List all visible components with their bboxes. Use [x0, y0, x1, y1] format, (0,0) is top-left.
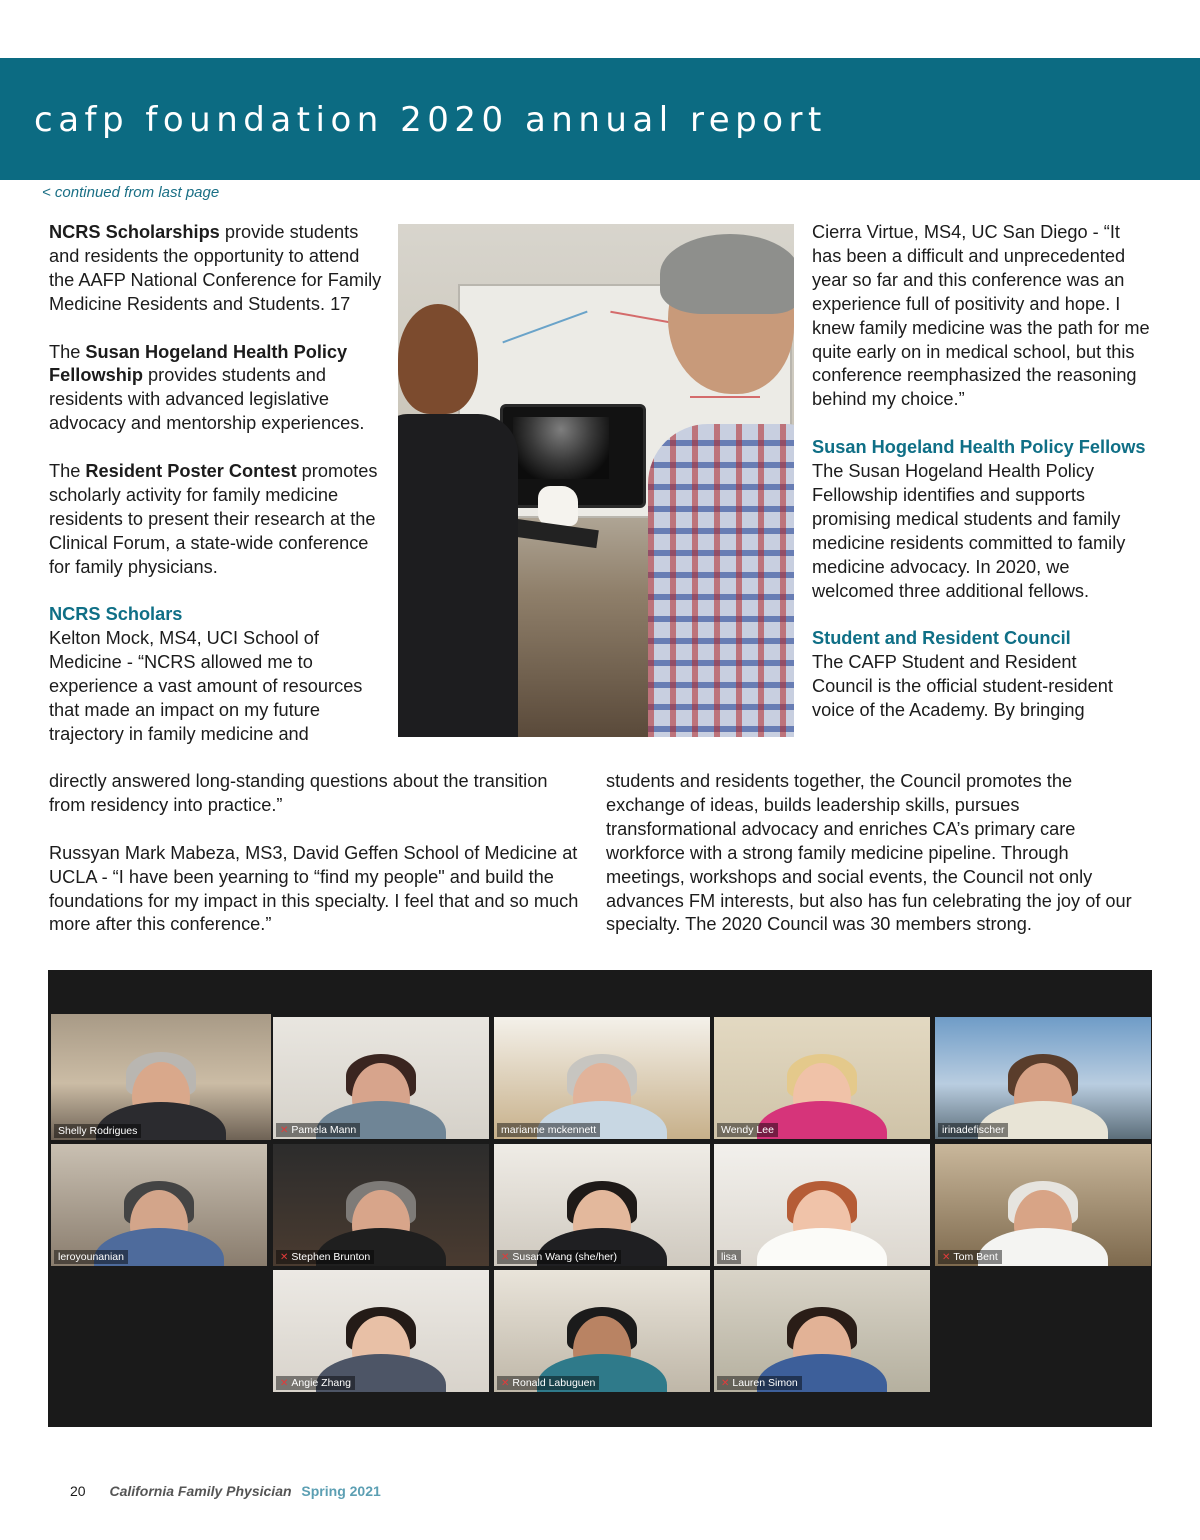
right-column: [812, 221, 1152, 723]
tissue: [538, 486, 578, 526]
participant-name: leroyounanian: [58, 1251, 124, 1263]
quote-kelton-line: that made an impact on my future: [49, 700, 320, 721]
page-number: 20: [70, 1483, 86, 1499]
quote-kelton-line: Kelton Mock, MS4, UCI School of: [49, 628, 319, 649]
issue-label: Spring 2021: [301, 1483, 381, 1499]
participant-name: Stephen Brunton: [291, 1251, 371, 1263]
participant-name: Shelly Rodrigues: [58, 1125, 138, 1137]
zoom-meeting-screenshot: [48, 970, 1152, 1427]
woman-hair: [398, 304, 478, 414]
zoom-tile: [273, 1144, 489, 1266]
quote-kelton-line: experience a vast amount of resources: [49, 676, 363, 697]
ultrasound-training-photo: [398, 224, 794, 737]
quote-russyan: Russyan Mark Mabeza, MS3, David Geffen School of Medicine at UCLA - “I have been yearning to “find my people" and build the foundations for my impact in this specialty. I feel that and so much more after this conference.”: [49, 842, 579, 935]
plaid-shirt: [648, 424, 794, 737]
quote-kelton-line: trajectory in family medicine and: [49, 723, 309, 744]
paragraph-ncrs-scholarships: NCRS Scholarships provide students and residents the opportunity to attend the AAFP National Conference for Family Medicine Residents and Students. 17: [49, 222, 382, 314]
council-line: voice of the Academy. By bringing: [812, 700, 1085, 721]
heading-fellows: Susan Hogeland Health Policy Fellows: [812, 437, 1146, 458]
zoom-tile: [714, 1017, 930, 1139]
woman-jacket: [398, 414, 518, 737]
magazine-name: California Family Physician: [109, 1483, 292, 1499]
heading-council: Student and Resident Council: [812, 628, 1071, 649]
council-line: Council is the official student-resident: [812, 676, 1113, 697]
zoom-tile: [935, 1017, 1151, 1139]
paragraph-fellows: The Susan Hogeland Health Policy Fellowship identifies and supports promising medical students and family medicine residents committed to family medicine advocacy. In 2020, we welcomed three additional fellows.: [812, 461, 1126, 601]
page-title: cafp foundation 2020 annual report: [34, 100, 827, 140]
participant-name: lisa: [721, 1251, 737, 1263]
quote-kelton-line: Medicine - “NCRS allowed me to: [49, 652, 313, 673]
left-column-top: [49, 221, 389, 747]
zoom-tile: [51, 1014, 271, 1140]
paragraph-fellowship: The Susan Hogeland Health Policy Fellowship provides students and residents with advanced legislative advocacy and mentorship experiences.: [49, 341, 365, 434]
page-footer: [70, 1483, 381, 1499]
paragraph-council: students and residents together, the Council promotes the exchange of ideas, builds leadership skills, pursues transformational advocacy and enriches CA’s primary care workforce with a strong family medicine pipeline. Through meetings, workshops and social events, the Council not only advances FM interests, but also has fun celebrating the joy of our specialty. The 2020 Council was 30 members strong.: [606, 771, 1132, 935]
zoom-tile: [494, 1270, 710, 1392]
muted-mic-icon: ✕: [501, 1378, 510, 1389]
participant-name: Angie Zhang: [291, 1377, 351, 1389]
man-hair: [660, 234, 794, 314]
zoom-tile: [714, 1144, 930, 1266]
quote-kelton-line: directly answered long-standing questions about the transition: [49, 771, 548, 791]
council-continued: [606, 770, 1151, 937]
heading-ncrs-scholars: NCRS Scholars: [49, 604, 183, 625]
participant-name: Wendy Lee: [721, 1124, 774, 1136]
zoom-tile: [494, 1017, 710, 1139]
left-column-bottom: [49, 770, 594, 937]
zoom-tile: [714, 1270, 930, 1392]
council-line: The CAFP Student and Resident: [812, 652, 1077, 673]
continued-link[interactable]: < continued from last page: [42, 184, 220, 201]
zoom-tile: [273, 1270, 489, 1392]
participant-name: Tom Bent: [953, 1251, 998, 1263]
muted-mic-icon: ✕: [942, 1252, 951, 1263]
participant-name: Lauren Simon: [732, 1377, 798, 1389]
quote-cierra: Cierra Virtue, MS4, UC San Diego - “It has been a difficult and unprecedented year so far and this conference was an experience full of positivity and hope. I knew family medicine was the path for me quite early on in medical school, but this conference reemphasized the reasoning behind my choice.”: [812, 222, 1150, 410]
muted-mic-icon: ✕: [501, 1252, 510, 1263]
participant-name: marianne mckennett: [501, 1124, 597, 1136]
zoom-tile: [51, 1144, 267, 1266]
participant-name: Pamela Mann: [291, 1124, 357, 1136]
participant-name: Susan Wang (she/her): [512, 1251, 618, 1263]
zoom-tile: [273, 1017, 489, 1139]
muted-mic-icon: ✕: [721, 1378, 730, 1389]
quote-kelton-line: from residency into practice.”: [49, 794, 283, 815]
zoom-tile: [494, 1144, 710, 1266]
muted-mic-icon: ✕: [280, 1125, 289, 1136]
muted-mic-icon: ✕: [280, 1252, 289, 1263]
participant-name: Ronald Labuguen: [512, 1377, 596, 1389]
zoom-tile: [935, 1144, 1151, 1266]
participant-name: irinadefischer: [942, 1124, 1005, 1136]
muted-mic-icon: ✕: [280, 1378, 289, 1389]
paragraph-poster-contest: The Resident Poster Contest promotes scholarly activity for family medicine residents to present their research at the Clinical Forum, a state-wide conference for family physicians.: [49, 461, 378, 577]
